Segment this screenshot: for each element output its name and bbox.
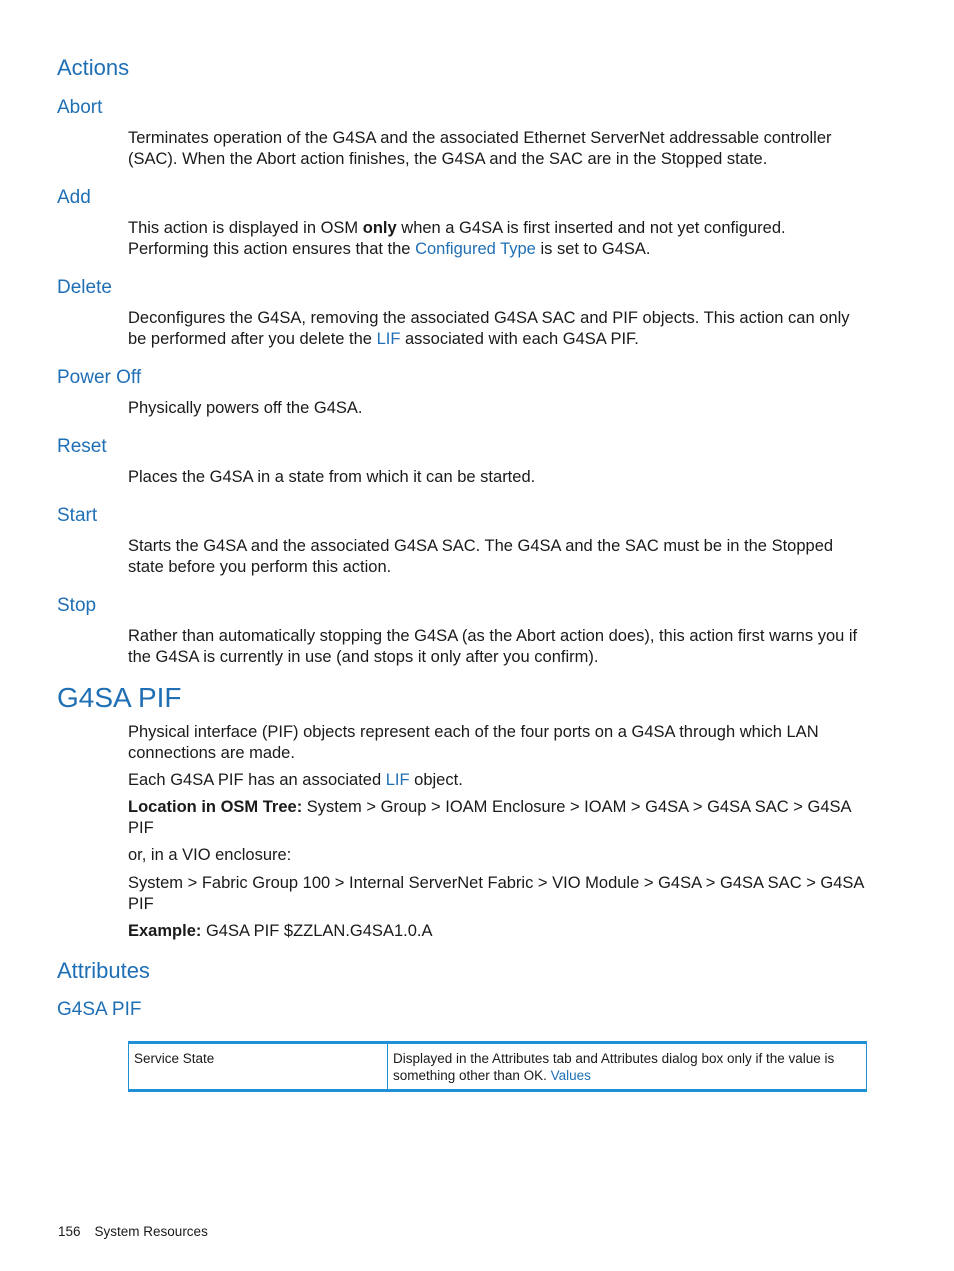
page-number: 156 [58, 1224, 81, 1239]
g4sa-pif-lif-note [128, 770, 870, 791]
add-text-2: when a G4SA is first inserted and not yet configured. Performing this action ensures that the [128, 219, 786, 258]
g4sa-pif-heading: G4SA PIF [57, 682, 182, 713]
attribute-name: Service State [129, 1043, 388, 1091]
add-text-1: This action is displayed in OSM [128, 219, 363, 237]
lif-link[interactable]: LIF [376, 330, 401, 348]
location-path: System > Group > IOAM Enclosure > IOAM > G4SA > G4SA SAC > G4SA PIF [128, 798, 851, 837]
start-heading: Start [57, 505, 98, 526]
abort-description: Terminates operation of the G4SA and the associated Ethernet ServerNet addressable controller (SAC). When the Abort action finishes, the G4SA and the SAC are in the Stopped state. [128, 129, 832, 168]
g4sa-pif-intro: Physical interface (PIF) objects represent each of the four ports on a G4SA through which LAN connections are made. [128, 723, 819, 762]
lif-note-text-2: object. [409, 771, 463, 789]
attribute-description [388, 1043, 867, 1091]
example-label: Example: [128, 922, 202, 940]
lif-note-text-1: Each G4SA PIF has an associated [128, 771, 386, 789]
reset-description: Places the G4SA in a state from which it can be started. [128, 468, 536, 486]
attribute-desc-text: Displayed in the Attributes tab and Attributes dialog box only if the value is something other than OK. [393, 1051, 835, 1083]
add-description [128, 218, 870, 260]
add-heading: Add [57, 187, 91, 208]
actions-heading: Actions [57, 55, 130, 80]
stop-description: Rather than automatically stopping the G4SA (as the Abort action does), this action first warns you if the G4SA is currently in use (and stops it only after you confirm). [128, 627, 858, 666]
start-description: Starts the G4SA and the associated G4SA SAC. The G4SA and the SAC must be in the Stopped state before you perform this action. [128, 537, 834, 576]
page-footer [58, 1224, 208, 1239]
example [128, 921, 870, 942]
vio-intro: or, in a VIO enclosure: [128, 846, 292, 864]
power-off-description: Physically powers off the G4SA. [128, 399, 363, 417]
footer-section: System Resources [94, 1224, 208, 1239]
reset-heading: Reset [57, 436, 107, 457]
delete-description [128, 308, 870, 350]
pif-lif-link[interactable]: LIF [385, 771, 410, 789]
add-bold-only: only [362, 219, 397, 237]
add-text-3: is set to G4SA. [535, 240, 651, 258]
stop-heading: Stop [57, 595, 97, 616]
vio-path: System > Fabric Group 100 > Internal ServerNet Fabric > VIO Module > G4SA > G4SA SAC > G4SA PIF [128, 874, 864, 913]
configured-type-link[interactable]: Configured Type [415, 240, 536, 258]
power-off-heading: Power Off [57, 367, 142, 388]
delete-text-2: associated with each G4SA PIF. [400, 330, 639, 348]
location-in-osm-tree [128, 797, 870, 839]
abort-heading: Abort [57, 97, 103, 118]
table-row [129, 1043, 867, 1091]
delete-heading: Delete [57, 277, 112, 298]
location-label: Location in OSM Tree: [128, 798, 303, 816]
values-link[interactable]: Values [550, 1068, 591, 1083]
delete-text-1: Deconfigures the G4SA, removing the associated G4SA SAC and PIF objects. This action can only be performed after you delete the [128, 309, 850, 348]
attributes-table [128, 1041, 867, 1092]
attributes-subheading: G4SA PIF [57, 999, 142, 1020]
attributes-heading: Attributes [57, 958, 150, 983]
example-text: G4SA PIF $ZZLAN.G4SA1.0.A [201, 922, 433, 940]
